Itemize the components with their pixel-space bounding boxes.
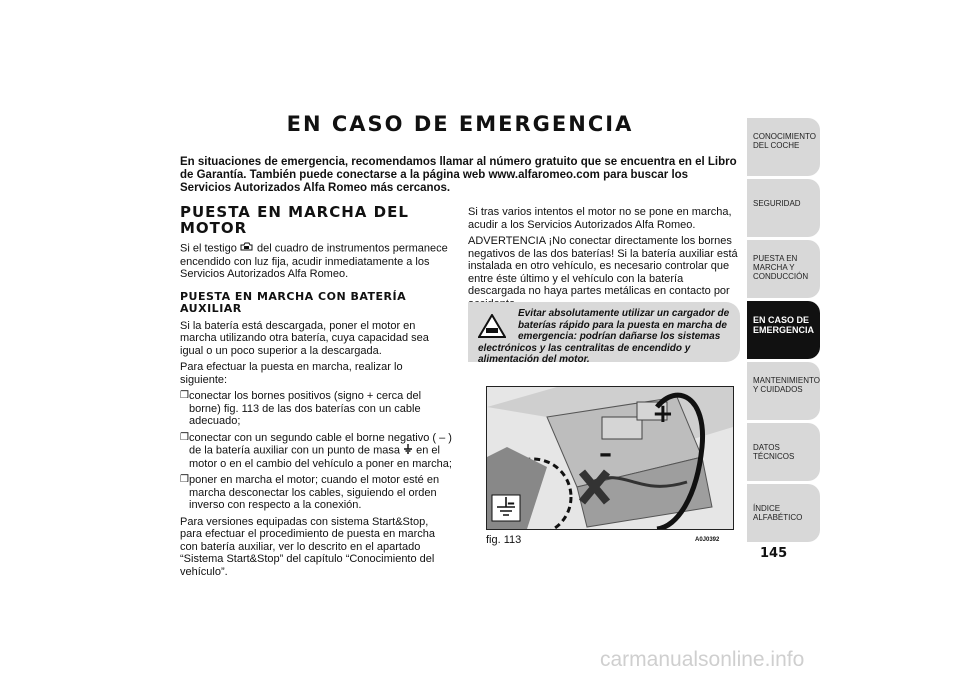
tab-datos-tecnicos[interactable]: DATOS TÉCNICOS <box>747 423 820 481</box>
page-title: EN CASO DE EMERGENCIA <box>286 112 634 136</box>
warning-text: Evitar absolutamente utilizar un cargador de baterías rápido para la puesta en marcha de emergencia: podrían dañarse los sistemas electrónicos y las centralitas de encendido y alimentación del motor. <box>478 308 730 365</box>
engine-warning-icon <box>240 242 254 256</box>
list-item: ❒ poner en marcha el motor; cuando el motor esté en marcha desconectar los cables, siguiendo el orden inverso con respecto a la conexión. <box>180 474 440 511</box>
figure-caption: fig. 113 <box>486 534 522 546</box>
tab-indice[interactable]: ÍNDICE ALFABÉTICO <box>747 484 820 542</box>
paragraph-battery-discharged: Si la batería está descargada, poner el motor en marcha utilizando otra batería, cuya capacidad sea igual o un poco superior a la descargada. <box>180 319 429 357</box>
figure-battery-connection <box>486 386 734 530</box>
minus-terminal-label: – <box>599 439 612 469</box>
section-heading-aux-battery: PUESTA EN MARCHA CON BATERÍA AUXILIAR <box>180 289 407 315</box>
plus-terminal-label: + <box>652 399 674 429</box>
tab-emergencia[interactable]: EN CASO DE EMERGENCIA <box>747 301 820 359</box>
tab-conocimiento[interactable]: CONOCIMIENTO DEL COCHE <box>747 118 820 176</box>
paragraph-no-start: Si tras varios intentos el motor no se pone en marcha, acudir a los Servicios Autorizados Alfa Romeo. <box>468 206 732 231</box>
list-item: ❒ conectar los bornes positivos (signo + cerca del borne) fig. 113 de las dos baterías con un cable adecuado; <box>180 390 422 427</box>
warning-box <box>468 302 740 365</box>
ground-icon <box>403 444 413 458</box>
ground-minus-label: – <box>507 493 515 512</box>
intro-text: En situaciones de emergencia, recomendamos llamar al número gratuito que se encuentra en el Libro de Garantía. También puede conectarse a la página web www.alfaromeo.com para buscar los Servicios Autorizados Alfa Romeo más cercanos. <box>180 156 737 194</box>
tab-seguridad[interactable]: SEGURIDAD <box>747 179 820 237</box>
left-column <box>180 204 452 582</box>
section-heading-engine-start: PUESTA EN MARCHA DEL MOTOR <box>180 203 409 237</box>
right-column <box>468 206 740 314</box>
page-number: 145 <box>760 546 788 561</box>
list-item: ❒ conectar con un segundo cable el borne negativo ( – ) de la batería auxiliar con un punto de masa en el motor o en el cambio del vehículo a poner en marcha; <box>180 431 452 470</box>
watermark: carmanualsonline.info <box>600 648 805 671</box>
paragraph-warning-light: Si el testigo del cuadro de instrumentos permanece encendido con luz fija, acudir inmediatamente a los Servicios Autorizados Alfa Romeo. <box>180 242 448 280</box>
tab-mantenimiento[interactable]: MANTENIMIENTO Y CUIDADOS <box>747 362 820 420</box>
paragraph-procedure-intro: Para efectuar la puesta en marcha, realizar lo siguiente: <box>180 361 403 386</box>
figure-code: A0J0392 <box>695 537 720 543</box>
tab-puesta-en-marcha[interactable]: PUESTA EN MARCHA Y CONDUCCIÓN <box>747 240 820 298</box>
paragraph-advertencia: ADVERTENCIA ¡No conectar directamente los bornes negativos de las dos baterías! Si la batería auxiliar está instalada en otro vehículo, es necesario controlar que entre éste último y el vehículo con la batería descargada no haya partes metálicas en contacto por <box>468 235 738 297</box>
paragraph-start-stop: Para versiones equipadas con sistema Start&Stop, para efectuar el procedimiento de puesta en marcha con batería auxiliar, ver lo descrito en el apartado “Sistema Start&Stop” del capítulo “Conocimiento del vehículo”. <box>180 515 435 578</box>
